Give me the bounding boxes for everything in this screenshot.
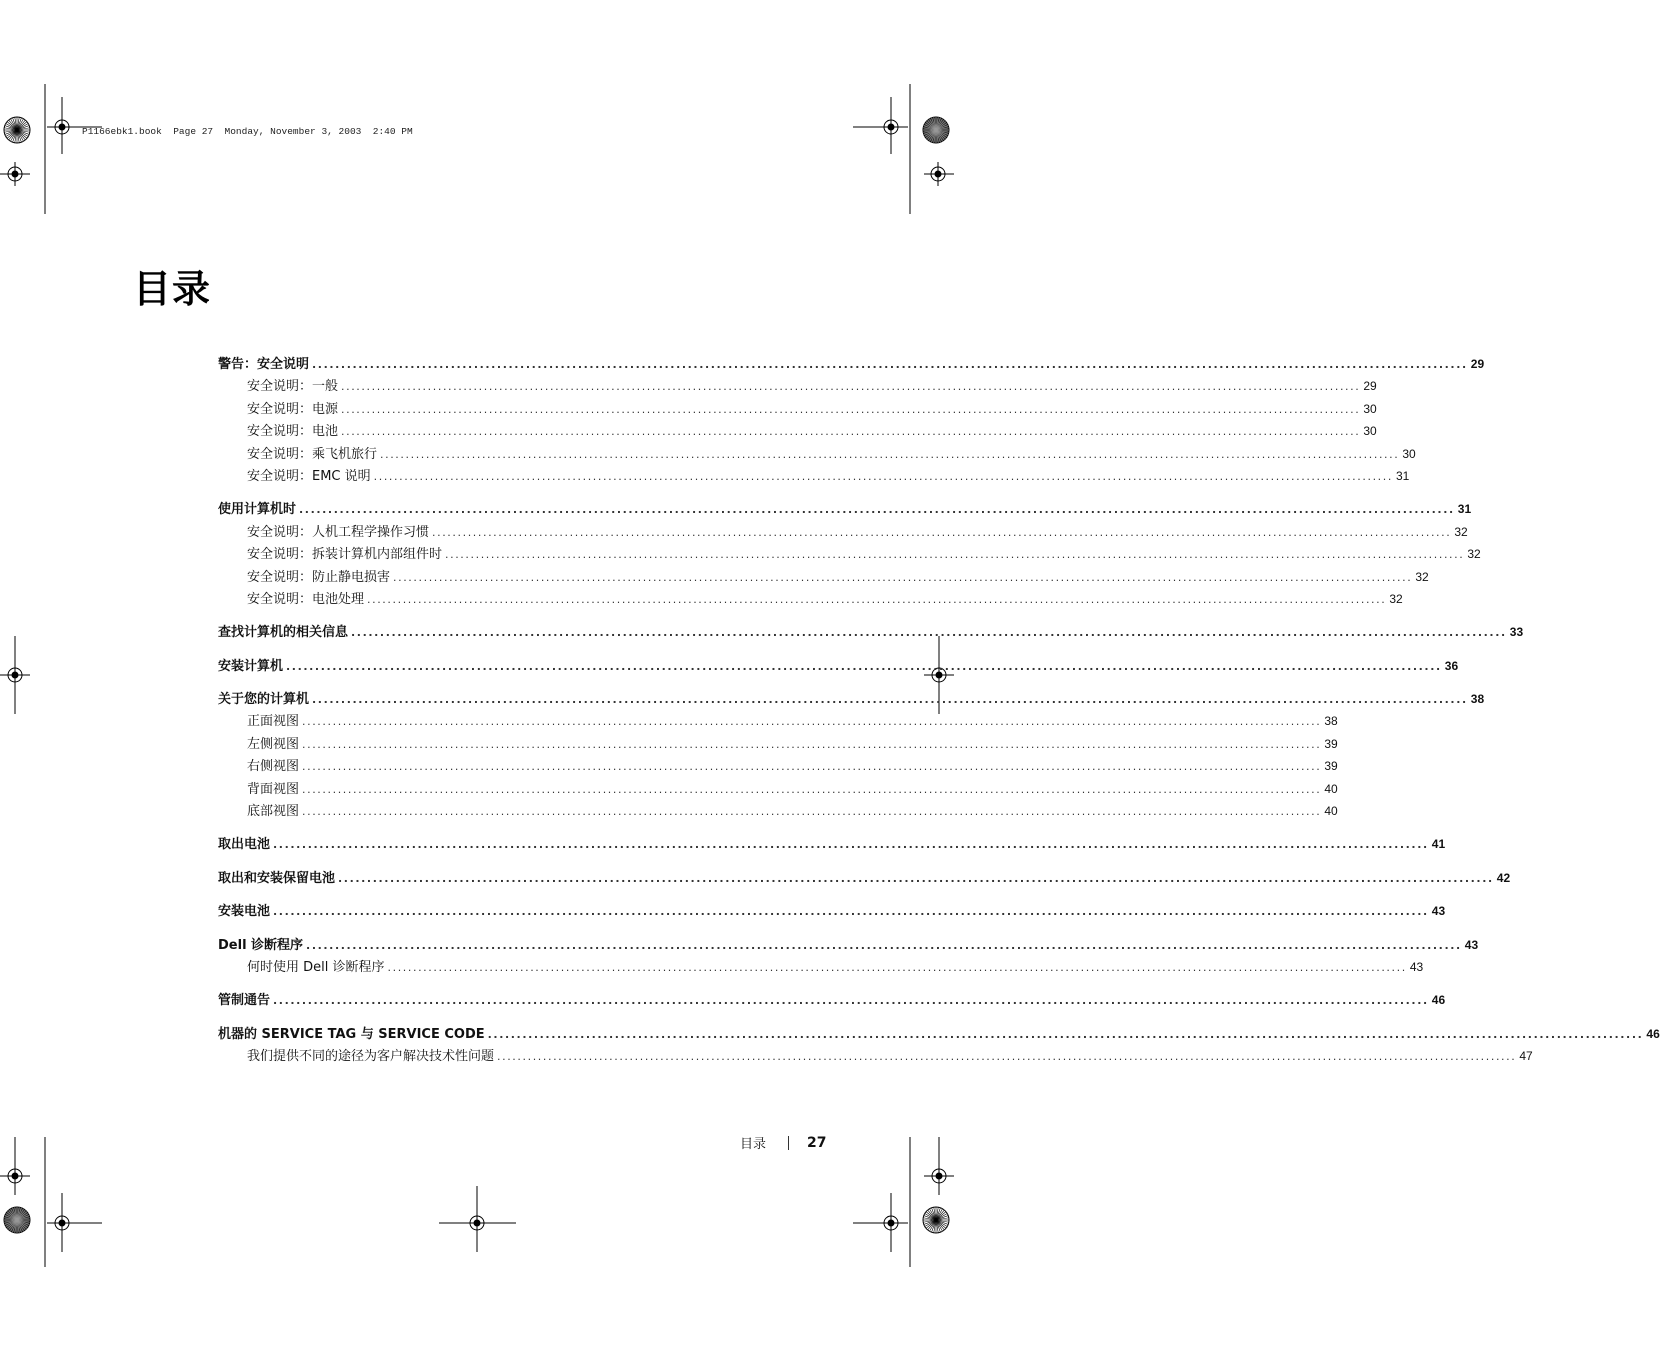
- toc-entry[interactable]: [218, 688, 1485, 710]
- toc-leader-dots: ........................................................................................................................................................................................................: [351, 626, 1507, 640]
- toc-entry[interactable]: [218, 867, 1511, 889]
- toc-entry-page: 39: [1324, 759, 1338, 774]
- toc-entry-page: 46: [1646, 1026, 1660, 1041]
- toc-entry-page: 31: [1395, 468, 1410, 483]
- toc-entry-label: 安全说明：拆装计算机内部组件时: [247, 547, 443, 563]
- toc-entry-page: 42: [1496, 870, 1511, 885]
- print-slug: P1166ebk1.book Page 27 Monday, November 3, 2003 2:40 PM: [82, 126, 413, 137]
- table-of-contents: [218, 353, 1660, 1068]
- toc-entry-page: 30: [1363, 401, 1377, 416]
- toc-entry-page: 38: [1470, 692, 1485, 707]
- toc-entry-label: 左侧视图: [247, 736, 300, 752]
- toc-leader-dots: ........................................................................................................................................................................................................: [312, 358, 1468, 371]
- toc-entry-label: Dell 诊断程序: [218, 937, 304, 953]
- toc-entry[interactable]: [218, 443, 1416, 465]
- toc-entry[interactable]: [218, 521, 1468, 543]
- toc-leader-dots: ........................................................................................................................................................................................................: [302, 715, 1322, 729]
- toc-entry[interactable]: [218, 655, 1459, 677]
- toc-leader-dots: ........................................................................................................................................................................................................: [341, 425, 1361, 439]
- toc-entry[interactable]: [218, 543, 1481, 565]
- toc-entry-label: 管制通告: [218, 993, 271, 1009]
- toc-entry[interactable]: [218, 733, 1338, 755]
- toc-entry-label: 警告：安全说明: [218, 357, 310, 372]
- toc-leader-dots: ........................................................................................................................................................................................................: [393, 570, 1413, 584]
- toc-entry[interactable]: [218, 398, 1377, 420]
- toc-entry[interactable]: [218, 588, 1403, 610]
- toc-entry-label: 安全说明：电池: [247, 424, 339, 440]
- toc-entry-page: 43: [1409, 959, 1424, 974]
- toc-entry[interactable]: [218, 755, 1338, 777]
- footer-divider: [788, 1136, 789, 1150]
- toc-leader-dots: ........................................................................................................................................................................................................: [302, 737, 1322, 751]
- toc-entry[interactable]: [218, 833, 1446, 855]
- toc-leader-dots: ........................................................................................................................................................................................................: [306, 938, 1462, 952]
- toc-leader-dots: ........................................................................................................................................................................................................: [373, 469, 1393, 483]
- toc-entry[interactable]: [218, 710, 1338, 732]
- toc-entry-page: 33: [1509, 625, 1524, 640]
- toc-entry-label: 安全说明：防止静电损害: [247, 569, 391, 585]
- toc-leader-dots: ........................................................................................................................................................................................................: [367, 592, 1387, 606]
- toc-entry-label: 取出电池: [218, 837, 271, 853]
- toc-entry[interactable]: [218, 420, 1377, 442]
- toc-entry-label: 查找计算机的相关信息: [218, 625, 349, 641]
- toc-entry-label: 安全说明：乘飞机旅行: [247, 446, 378, 462]
- toc-entry[interactable]: [218, 353, 1485, 375]
- toc-entry-page: 43: [1431, 904, 1446, 919]
- toc-leader-dots: ........................................................................................................................................................................................................: [341, 402, 1361, 416]
- toc-leader-dots: ........................................................................................................................................................................................................: [299, 503, 1455, 517]
- toc-entry-label: 何时使用 Dell 诊断程序: [247, 959, 385, 975]
- toc-entry[interactable]: [218, 1023, 1660, 1045]
- toc-entry-label: 安全说明：电池处理: [247, 591, 365, 607]
- toc-entry-page: 40: [1324, 781, 1338, 796]
- toc-leader-dots: ........................................................................................................................................................................................................: [487, 1027, 1644, 1041]
- toc-leader-dots: ........................................................................................................................................................................................................: [273, 905, 1429, 919]
- toc-entry-label: 关于您的计算机: [218, 692, 310, 708]
- toc-entry-label: 安装计算机: [218, 658, 284, 674]
- toc-entry-label: 取出和安装保留电池: [218, 870, 336, 886]
- toc-entry-label: 安装电池: [218, 904, 271, 920]
- toc-entry[interactable]: [218, 900, 1446, 922]
- toc-entry-page: 39: [1324, 736, 1338, 751]
- toc-entry[interactable]: [218, 566, 1429, 588]
- toc-entry-label: 底部视图: [247, 804, 300, 820]
- toc-leader-dots: ........................................................................................................................................................................................................: [273, 994, 1429, 1008]
- footer-section-label: 目录: [740, 1137, 767, 1152]
- toc-entry[interactable]: [218, 375, 1377, 397]
- toc-leader-dots: ........................................................................................................................................................................................................: [445, 548, 1465, 562]
- toc-entry-page: 29: [1470, 357, 1485, 371]
- toc-entry-label: 我们提供不同的途径为客户解决技术性问题: [247, 1049, 495, 1065]
- toc-leader-dots: ........................................................................................................................................................................................................: [341, 380, 1361, 394]
- toc-entry-page: 38: [1324, 714, 1338, 729]
- toc-entry-page: 31: [1457, 502, 1472, 517]
- toc-leader-dots: ........................................................................................................................................................................................................: [432, 525, 1452, 539]
- toc-leader-dots: ........................................................................................................................................................................................................: [338, 871, 1494, 885]
- toc-entry-page: 43: [1464, 937, 1479, 952]
- toc-leader-dots: ........................................................................................................................................................................................................: [273, 838, 1429, 852]
- footer-page-number: 27: [807, 1134, 827, 1151]
- toc-leader-dots: ........................................................................................................................................................................................................: [312, 693, 1468, 707]
- toc-entry-label: 安全说明：电源: [247, 401, 339, 417]
- toc-entry-page: 47: [1519, 1049, 1533, 1064]
- toc-entry[interactable]: [218, 498, 1472, 520]
- toc-entry-page: 30: [1363, 424, 1377, 439]
- toc-entry[interactable]: [218, 621, 1524, 643]
- toc-entry-label: 安全说明：人机工程学操作习惯: [247, 524, 430, 540]
- toc-entry-page: 40: [1324, 804, 1338, 819]
- toc-entry-label: 右侧视图: [247, 759, 300, 775]
- toc-leader-dots: ........................................................................................................................................................................................................: [380, 447, 1400, 461]
- toc-entry-label: 背面视图: [247, 781, 300, 797]
- toc-entry[interactable]: [218, 989, 1446, 1011]
- toc-entry[interactable]: [218, 778, 1338, 800]
- toc-entry-label: 使用计算机时: [218, 502, 297, 518]
- toc-entry[interactable]: [218, 465, 1410, 487]
- page-title: 目录: [133, 267, 212, 311]
- toc-entry[interactable]: [218, 800, 1338, 822]
- toc-entry-label: 安全说明：一般: [247, 379, 339, 395]
- toc-entry-label: 机器的 SERVICE TAG 与 SERVICE CODE: [218, 1026, 485, 1042]
- toc-entry[interactable]: [218, 934, 1479, 956]
- toc-leader-dots: ........................................................................................................................................................................................................: [387, 960, 1407, 974]
- toc-entry-page: 46: [1431, 993, 1446, 1008]
- toc-entry[interactable]: [218, 956, 1424, 978]
- toc-leader-dots: ........................................................................................................................................................................................................: [497, 1050, 1517, 1064]
- toc-entry[interactable]: [218, 1045, 1533, 1067]
- toc-leader-dots: ........................................................................................................................................................................................................: [302, 782, 1322, 796]
- toc-entry-page: 32: [1415, 569, 1429, 584]
- toc-entry-label: 安全说明：EMC 说明: [247, 468, 371, 484]
- toc-leader-dots: ........................................................................................................................................................................................................: [302, 760, 1322, 774]
- toc-entry-page: 29: [1363, 379, 1377, 394]
- toc-leader-dots: ........................................................................................................................................................................................................: [302, 805, 1322, 819]
- toc-entry-page: 32: [1389, 591, 1403, 606]
- toc-leader-dots: ........................................................................................................................................................................................................: [286, 659, 1442, 673]
- toc-entry-page: 41: [1431, 837, 1446, 852]
- toc-entry-page: 30: [1402, 446, 1416, 461]
- toc-entry-page: 32: [1467, 547, 1481, 562]
- page-footer: [740, 1133, 827, 1152]
- toc-entry-page: 36: [1444, 658, 1459, 673]
- toc-entry-label: 正面视图: [247, 714, 300, 730]
- toc-entry-page: 32: [1454, 524, 1468, 539]
